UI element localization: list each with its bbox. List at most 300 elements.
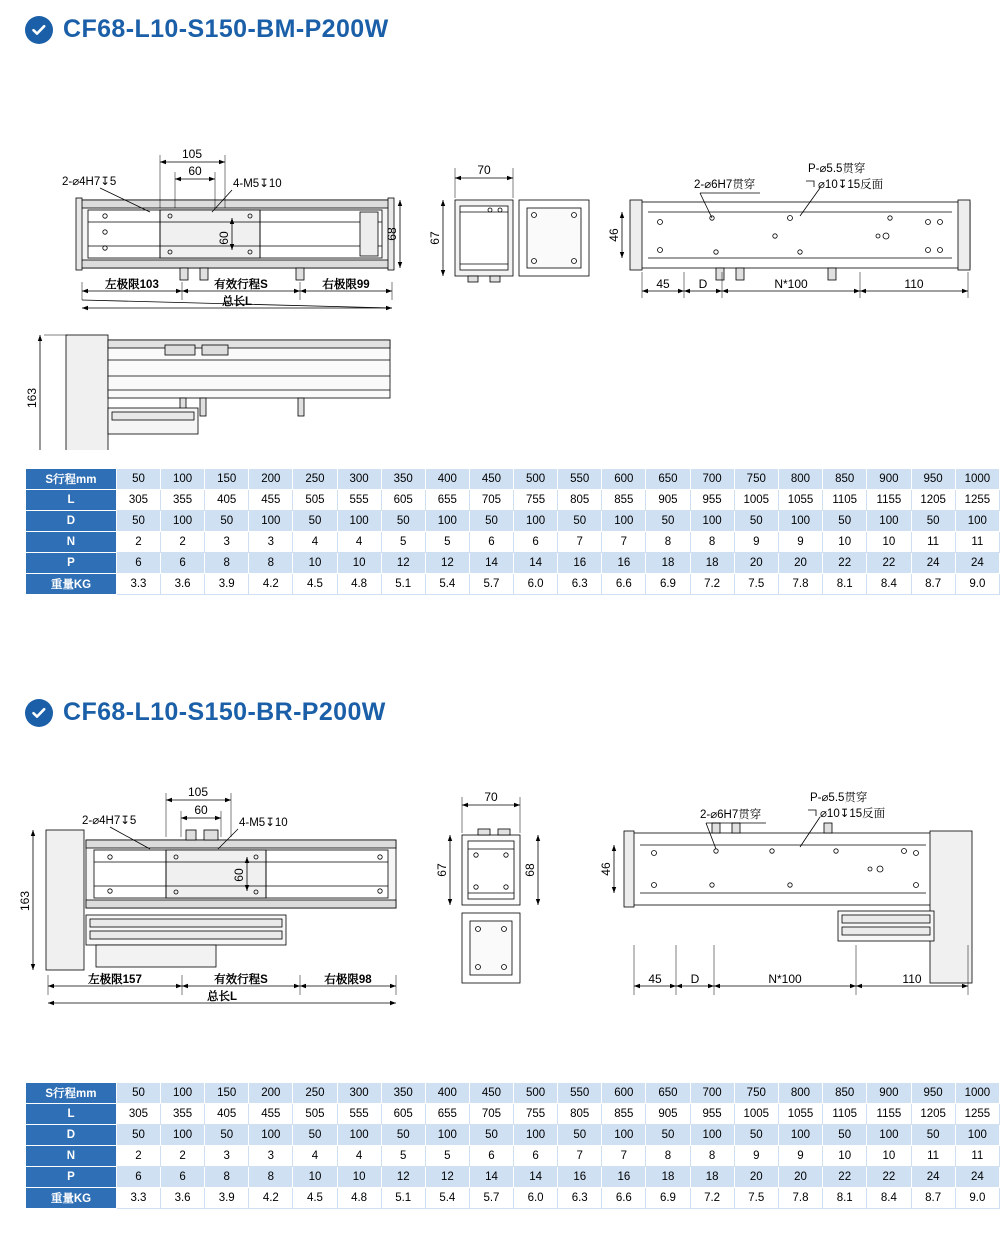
table-row (26, 1188, 1000, 1209)
label-counterbore-1: ⌀10↧15反面 (818, 179, 884, 191)
cell: 16 (558, 1167, 602, 1188)
dim-70-1: 70 (477, 163, 491, 177)
table-row (26, 532, 1000, 553)
cell: 250 (293, 469, 337, 490)
technical-drawing-2 (0, 745, 1000, 1065)
cell: 6.6 (602, 1188, 646, 1209)
label-left-limit-2: 左极限157 (88, 974, 142, 986)
cell: 14 (469, 553, 513, 574)
cell: 100 (161, 511, 205, 532)
cell: 50 (646, 511, 690, 532)
cell: 500 (514, 469, 558, 490)
cell: 950 (911, 469, 955, 490)
cell: 1005 (734, 1104, 778, 1125)
cell: 50 (205, 1125, 249, 1146)
dim-60-top-1: 60 (188, 164, 202, 178)
cell: 16 (558, 553, 602, 574)
cell: 455 (249, 1104, 293, 1125)
cell: 7.8 (778, 1188, 822, 1209)
cell: 16 (602, 553, 646, 574)
cell: 1105 (823, 490, 867, 511)
section-title-2 (25, 698, 386, 727)
cell: 24 (911, 1167, 955, 1188)
dim-68-1: 68 (385, 227, 399, 241)
cell: 6.6 (602, 574, 646, 595)
cell: 20 (734, 553, 778, 574)
cell: 6.9 (646, 1188, 690, 1209)
cell: 100 (867, 1125, 911, 1146)
cell: 4.8 (337, 574, 381, 595)
cell: 550 (558, 1083, 602, 1104)
cell: 12 (425, 553, 469, 574)
cell: 805 (558, 490, 602, 511)
cell: 50 (734, 1125, 778, 1146)
cell: 5 (425, 1146, 469, 1167)
check-circle-icon (25, 16, 53, 44)
cell: 18 (646, 553, 690, 574)
cell: 24 (955, 553, 999, 574)
cell: 11 (955, 1146, 999, 1167)
row-head: P (26, 553, 117, 574)
row-head: S行程mm (26, 1083, 117, 1104)
label-right-limit-1: 右极限99 (322, 279, 370, 291)
cell: 8 (646, 532, 690, 553)
cell: 12 (381, 553, 425, 574)
cell: 805 (558, 1104, 602, 1125)
cell: 7.8 (778, 574, 822, 595)
dim-110-1: 110 (904, 277, 924, 291)
cell: 6 (116, 553, 160, 574)
cell: 22 (823, 553, 867, 574)
cell: 100 (161, 1125, 205, 1146)
cell: 755 (514, 1104, 558, 1125)
dim-N100-1: N*100 (774, 277, 808, 291)
cell: 8.7 (911, 1188, 955, 1209)
dim-60-inner-1: 60 (217, 231, 231, 245)
row-head: D (26, 1125, 117, 1146)
label-2x6H7-1: 2-⌀6H7贯穿 (694, 179, 756, 191)
cell: 12 (425, 1167, 469, 1188)
dim-105-top-2: 105 (187, 785, 209, 799)
dim-60-inner-2: 60 (232, 868, 246, 882)
cell: 20 (734, 1167, 778, 1188)
cell: 9 (734, 1146, 778, 1167)
cell: 555 (337, 1104, 381, 1125)
cell: 6 (116, 1167, 160, 1188)
table-row (26, 1083, 1000, 1104)
cell: 800 (778, 1083, 822, 1104)
cell: 1155 (867, 1104, 911, 1125)
cell: 400 (425, 469, 469, 490)
cell: 9.0 (955, 1188, 999, 1209)
cell: 900 (867, 469, 911, 490)
cell: 100 (602, 511, 646, 532)
cell: 5 (381, 532, 425, 553)
cell: 505 (293, 1104, 337, 1125)
cell: 50 (558, 1125, 602, 1146)
cell: 50 (381, 511, 425, 532)
cell: 4.5 (293, 1188, 337, 1209)
label-2x4H7-1: 2-⌀4H7↧5 (62, 176, 117, 188)
cell: 1105 (823, 1104, 867, 1125)
cell: 2 (116, 1146, 160, 1167)
cell: 50 (911, 511, 955, 532)
cell: 24 (955, 1167, 999, 1188)
cell: 955 (690, 1104, 734, 1125)
cell: 5.4 (425, 574, 469, 595)
cell: 7 (602, 1146, 646, 1167)
cell: 305 (116, 1104, 160, 1125)
cell: 100 (955, 1125, 999, 1146)
dim-163-1: 163 (25, 387, 39, 409)
cell: 100 (955, 511, 999, 532)
cell: 3.9 (205, 574, 249, 595)
cell: 3 (205, 532, 249, 553)
product-model-1: CF68-L10-S150-BM-P200W (63, 15, 389, 43)
table-row (26, 553, 1000, 574)
cell: 5.7 (469, 574, 513, 595)
cell: 655 (425, 1104, 469, 1125)
cell: 100 (514, 511, 558, 532)
cell: 6.3 (558, 574, 602, 595)
cell: 10 (867, 532, 911, 553)
cell: 100 (602, 1125, 646, 1146)
cell: 50 (205, 511, 249, 532)
cell: 6 (161, 553, 205, 574)
label-stroke-2: 有效行程S (214, 974, 268, 986)
cell: 8.1 (823, 574, 867, 595)
cell: 9 (734, 532, 778, 553)
cell: 50 (469, 511, 513, 532)
cell: 605 (381, 1104, 425, 1125)
cell: 6.0 (514, 574, 558, 595)
dim-45-1: 45 (656, 277, 670, 291)
table-row (26, 1125, 1000, 1146)
cell: 405 (205, 490, 249, 511)
label-P55-2: P-⌀5.5贯穿 (810, 792, 868, 804)
cell: 50 (116, 511, 160, 532)
cell: 655 (425, 490, 469, 511)
dim-105-top-1: 105 (181, 147, 203, 161)
table-row (26, 1104, 1000, 1125)
cell: 7.5 (734, 574, 778, 595)
row-head: N (26, 532, 117, 553)
cell: 4 (337, 1146, 381, 1167)
cell: 18 (646, 1167, 690, 1188)
cell: 400 (425, 1083, 469, 1104)
cell: 100 (161, 469, 205, 490)
cell: 10 (293, 1167, 337, 1188)
cell: 500 (514, 1083, 558, 1104)
cell: 8 (249, 1167, 293, 1188)
cell: 600 (602, 1083, 646, 1104)
cell: 5 (425, 532, 469, 553)
section-title-1 (25, 15, 389, 44)
cell: 850 (823, 1083, 867, 1104)
cell: 3.3 (116, 1188, 160, 1209)
cell: 5.1 (381, 1188, 425, 1209)
cell: 24 (911, 553, 955, 574)
cell: 305 (116, 490, 160, 511)
cell: 3 (249, 532, 293, 553)
cell: 50 (116, 1083, 160, 1104)
table-row (26, 1146, 1000, 1167)
dim-45-2: 45 (648, 972, 662, 986)
cell: 8.1 (823, 1188, 867, 1209)
cell: 6 (469, 1146, 513, 1167)
cell: 50 (646, 1125, 690, 1146)
cell: 6.0 (514, 1188, 558, 1209)
cell: 2 (161, 532, 205, 553)
dim-67-1: 67 (428, 231, 442, 245)
cell: 6.3 (558, 1188, 602, 1209)
cell: 100 (249, 511, 293, 532)
cell: 4 (293, 1146, 337, 1167)
cell: 1055 (778, 1104, 822, 1125)
cell: 16 (602, 1167, 646, 1188)
cell: 50 (911, 1125, 955, 1146)
cell: 50 (734, 511, 778, 532)
table-row (26, 511, 1000, 532)
cell: 3 (205, 1146, 249, 1167)
cell: 7.2 (690, 574, 734, 595)
cell: 8 (646, 1146, 690, 1167)
cell: 10 (823, 532, 867, 553)
cell: 100 (867, 511, 911, 532)
cell: 9 (778, 532, 822, 553)
cell: 100 (249, 1125, 293, 1146)
spec-table-body-1 (26, 469, 1000, 595)
cell: 900 (867, 1083, 911, 1104)
cell: 8 (690, 1146, 734, 1167)
cell: 18 (690, 1167, 734, 1188)
table-row (26, 1167, 1000, 1188)
cell: 555 (337, 490, 381, 511)
dim-70-2: 70 (484, 790, 498, 804)
cell: 100 (337, 511, 381, 532)
cell: 100 (337, 1125, 381, 1146)
cell: 1255 (955, 1104, 999, 1125)
cell: 3.6 (161, 574, 205, 595)
cell: 100 (690, 511, 734, 532)
cell: 50 (293, 511, 337, 532)
cell: 100 (425, 1125, 469, 1146)
cell: 7.5 (734, 1188, 778, 1209)
cell: 8 (690, 532, 734, 553)
cell: 905 (646, 490, 690, 511)
cell: 5 (381, 1146, 425, 1167)
label-right-limit-2: 右极限98 (324, 974, 372, 986)
cell: 5.4 (425, 1188, 469, 1209)
label-P55-1: P-⌀5.5贯穿 (808, 163, 866, 175)
row-head: 重量KG (26, 574, 117, 595)
dim-D-1: D (698, 277, 708, 291)
cell: 4.8 (337, 1188, 381, 1209)
dim-46-1: 46 (607, 228, 621, 242)
cell: 14 (514, 1167, 558, 1188)
cell: 50 (558, 511, 602, 532)
cell: 100 (778, 511, 822, 532)
label-4M5-1: 4-M5↧10 (233, 178, 282, 190)
cell: 50 (293, 1125, 337, 1146)
cell: 1000 (955, 1083, 999, 1104)
cell: 1205 (911, 1104, 955, 1125)
cell: 22 (867, 553, 911, 574)
cell: 150 (205, 469, 249, 490)
cell: 350 (381, 469, 425, 490)
cell: 750 (734, 1083, 778, 1104)
cell: 7 (558, 1146, 602, 1167)
row-head: D (26, 511, 117, 532)
cell: 1155 (867, 490, 911, 511)
cell: 905 (646, 1104, 690, 1125)
cell: 150 (205, 1083, 249, 1104)
cell: 3.6 (161, 1188, 205, 1209)
cell: 350 (381, 1083, 425, 1104)
cell: 450 (469, 469, 513, 490)
dim-110-2: 110 (902, 972, 922, 986)
spec-table-1 (25, 468, 1000, 595)
cell: 650 (646, 1083, 690, 1104)
cell: 100 (425, 511, 469, 532)
cell: 50 (116, 1125, 160, 1146)
table-row (26, 490, 1000, 511)
cell: 10 (867, 1146, 911, 1167)
cell: 8 (205, 1167, 249, 1188)
technical-drawing-1 (0, 60, 1000, 450)
product-model-2: CF68-L10-S150-BR-P200W (63, 698, 386, 726)
cell: 50 (116, 469, 160, 490)
cell: 4 (293, 532, 337, 553)
cell: 2 (161, 1146, 205, 1167)
cell: 50 (381, 1125, 425, 1146)
cell: 200 (249, 1083, 293, 1104)
cell: 300 (337, 1083, 381, 1104)
cell: 8.7 (911, 574, 955, 595)
cell: 22 (867, 1167, 911, 1188)
row-head: L (26, 490, 117, 511)
cell: 1055 (778, 490, 822, 511)
cell: 300 (337, 469, 381, 490)
cell: 650 (646, 469, 690, 490)
table-row (26, 469, 1000, 490)
cell: 800 (778, 469, 822, 490)
label-4M5-2: 4-M5↧10 (239, 817, 288, 829)
cell: 20 (778, 1167, 822, 1188)
cell: 12 (381, 1167, 425, 1188)
spec-table-wrap-1 (0, 468, 1000, 595)
cell: 705 (469, 490, 513, 511)
cell: 14 (514, 553, 558, 574)
cell: 200 (249, 469, 293, 490)
cell: 100 (161, 1083, 205, 1104)
row-head: 重量KG (26, 1188, 117, 1209)
cell: 4.5 (293, 574, 337, 595)
cell: 7.2 (690, 1188, 734, 1209)
cell: 8.4 (867, 1188, 911, 1209)
cell: 6.9 (646, 574, 690, 595)
cell: 14 (469, 1167, 513, 1188)
cell: 18 (690, 553, 734, 574)
cell: 355 (161, 490, 205, 511)
cell: 550 (558, 469, 602, 490)
dim-N100-2: N*100 (768, 972, 802, 986)
cell: 3.3 (116, 574, 160, 595)
dim-163-2: 163 (18, 890, 32, 912)
cell: 1255 (955, 490, 999, 511)
cell: 950 (911, 1083, 955, 1104)
table-row (26, 574, 1000, 595)
cell: 355 (161, 1104, 205, 1125)
cell: 10 (337, 1167, 381, 1188)
cell: 7 (602, 532, 646, 553)
cell: 7 (558, 532, 602, 553)
cell: 705 (469, 1104, 513, 1125)
cell: 750 (734, 469, 778, 490)
cell: 3.9 (205, 1188, 249, 1209)
cell: 6 (514, 1146, 558, 1167)
row-head: S行程mm (26, 469, 117, 490)
spec-table-body-2 (26, 1083, 1000, 1209)
label-left-limit-1: 左极限103 (105, 279, 159, 291)
cell: 6 (514, 532, 558, 553)
cell: 6 (469, 532, 513, 553)
row-head: L (26, 1104, 117, 1125)
label-stroke-1: 有效行程S (214, 279, 268, 291)
label-2x4H7-2: 2-⌀4H7↧5 (82, 815, 137, 827)
dim-68-2: 68 (523, 863, 537, 877)
cell: 100 (514, 1125, 558, 1146)
cell: 855 (602, 490, 646, 511)
row-head: N (26, 1146, 117, 1167)
cell: 3 (249, 1146, 293, 1167)
cell: 20 (778, 553, 822, 574)
cell: 100 (778, 1125, 822, 1146)
cell: 50 (823, 1125, 867, 1146)
cell: 1000 (955, 469, 999, 490)
cell: 11 (911, 1146, 955, 1167)
cell: 850 (823, 469, 867, 490)
dim-67-2: 67 (435, 863, 449, 877)
cell: 9.0 (955, 574, 999, 595)
cell: 10 (293, 553, 337, 574)
cell: 1005 (734, 490, 778, 511)
cell: 450 (469, 1083, 513, 1104)
cell: 955 (690, 490, 734, 511)
check-circle-icon (25, 699, 53, 727)
cell: 455 (249, 490, 293, 511)
cell: 855 (602, 1104, 646, 1125)
cell: 700 (690, 469, 734, 490)
cell: 8 (249, 553, 293, 574)
cell: 11 (955, 532, 999, 553)
cell: 8 (205, 553, 249, 574)
cell: 100 (690, 1125, 734, 1146)
cell: 700 (690, 1083, 734, 1104)
cell: 10 (823, 1146, 867, 1167)
cell: 22 (823, 1167, 867, 1188)
cell: 605 (381, 490, 425, 511)
cell: 6 (161, 1167, 205, 1188)
cell: 5.7 (469, 1188, 513, 1209)
cell: 5.1 (381, 574, 425, 595)
spec-table-wrap-2 (0, 1082, 1000, 1209)
cell: 600 (602, 469, 646, 490)
cell: 10 (337, 553, 381, 574)
label-total-length-2: 总长L (206, 991, 238, 1003)
label-2x6H7-2: 2-⌀6H7贯穿 (700, 809, 762, 821)
row-head: P (26, 1167, 117, 1188)
